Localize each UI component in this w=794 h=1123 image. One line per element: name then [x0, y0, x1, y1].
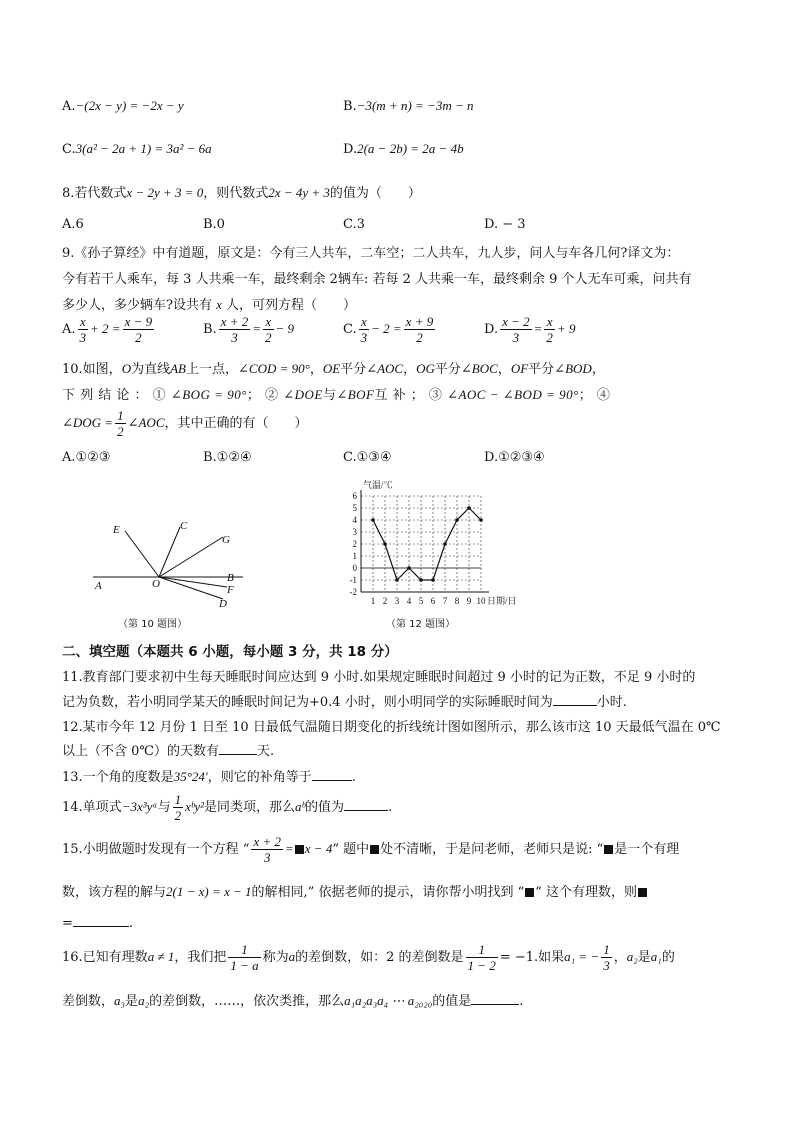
y-tick-label: 3	[352, 527, 357, 537]
section-2-title: 二、填空题（本题共 6 小题，每小题 3 分，共 18 分）	[62, 644, 398, 660]
y-axis-label: 气温/℃	[363, 480, 393, 490]
q10-option-d: D.①②③④	[484, 450, 545, 465]
unclear-square-icon	[370, 845, 379, 854]
q15-line-2: 数，该方程的解与2(1 − x) = x − 1的解相同,” 依据老师的提示，请你帮小明找到 “ ” 这个有理数，则	[62, 881, 648, 900]
ray-og	[159, 537, 223, 577]
q14-stem: 14.单项式−3x³yᵃ与 $\frac{1}{2}$ xᵇy²是同类项，那么aᵇ的值为 .	[62, 792, 393, 823]
x-tick-label: 9	[466, 596, 472, 606]
q9-option-a: A. $\frac{x}{3}$ + 2 = $\frac{x - 9}{2}$	[62, 314, 153, 345]
q15-answer-blank[interactable]	[73, 914, 129, 927]
y-tick-label: 2	[352, 539, 357, 549]
x-tick-label: 2	[382, 596, 388, 606]
q15-line-1: 15.小明做题时发现有一个方程 “ $\frac{x + 2}{3}$ = x − 4” 题中 处不清晰，于是问老师，老师只是说: “ 是一个有理	[62, 834, 680, 865]
unclear-square-icon	[638, 888, 647, 897]
q16-line-2: 差倒数，a₃是a₂的差倒数，……，依次类推，那么a₁a₂a₃a₄ ⋯ a₂₀₂₀的值是 .	[62, 993, 524, 1009]
y-tick-label: -2	[349, 587, 357, 597]
data-point	[383, 542, 387, 546]
q11-answer-blank[interactable]	[553, 693, 597, 706]
q11-line-1: 11.教育部门要求初中生每天睡眠时间应达到 9 小时.如果规定睡眠时间超过 9 小时的记为正数，不足 9 小时的	[62, 670, 696, 685]
q9-option-c: C. $\frac{x}{3}$ − 2 = $\frac{x + 9}{2}$	[343, 314, 434, 345]
unclear-square-icon	[525, 888, 534, 897]
q12-line-1: 12.某市今年 12 月份 1 日至 10 日最低气温随日期变化的折线统计图如图所示，那么该市这 10 天最低气温在 0℃	[62, 720, 721, 735]
q14-answer-blank[interactable]	[344, 798, 388, 811]
y-tick-label: 0	[352, 563, 357, 573]
label-f: F	[227, 584, 234, 596]
q9-line-1: 9.《孙子算经》中有道题，原文是：今有三人共车，二车空；二人共车，九人步，问人与车各几何?译文为：	[62, 246, 680, 261]
data-point	[371, 518, 375, 522]
q16-line-1: 16.已知有理数a ≠ 1，我们把 $\frac{1}{1 - a}$ 称为a的差倒数，如：2 的差倒数是 $\frac{1}{1 - 2}$ = −1.如果a₁ = − $\frac{1}{3}$ ，a₂是a₁的	[62, 942, 675, 973]
data-point	[419, 578, 423, 582]
data-point	[467, 506, 471, 510]
x-tick-label: 1	[370, 596, 376, 606]
x-tick-label: 10	[476, 596, 486, 606]
label-o: O	[152, 578, 160, 590]
data-point	[395, 578, 399, 582]
q8-stem: 8.若代数式x − 2y + 3 = 0，则代数式2x − 4y + 3的值为（ ）	[62, 185, 421, 201]
label-a: A	[95, 580, 102, 592]
q13-stem: 13.一个角的度数是35°24′，则它的补角等于 .	[62, 769, 356, 785]
x-tick-label: 7	[442, 596, 448, 606]
x-tick-label: 8	[454, 596, 460, 606]
figure-12-temperature-chart	[338, 478, 533, 616]
q9-line-3: 多少人，多少辆车?设共有 x 人，可列方程（ ）	[62, 297, 357, 313]
ray-oe	[125, 531, 159, 577]
q10-option-c: C.①③④	[343, 450, 392, 465]
q7-option-a: A.−(2x − y) = −2x − y	[62, 98, 184, 114]
ray-of	[159, 577, 227, 587]
q8-option-c: C.3	[343, 217, 365, 232]
q8-option-d: D. − 3	[484, 217, 526, 232]
y-tick-label: -1	[349, 575, 357, 585]
data-point	[431, 578, 435, 582]
ray-od	[159, 577, 223, 599]
q8-option-a: A.6	[62, 217, 84, 232]
x-tick-label: 4	[406, 596, 412, 606]
q12-line-2: 以上（不含 0℃）的天数有 天.	[62, 744, 275, 759]
q10-line-1: 10.如图，O为直线AB上一点，∠COD = 90°，OE平分∠AOC，OG平分∠BOC，OF平分∠BOD，	[62, 361, 605, 377]
label-d: D	[219, 598, 227, 610]
q9-option-d: D. $\frac{x - 2}{3}$ = $\frac{x}{2}$ + 9	[484, 314, 576, 345]
x-axis-label: 日期/日	[487, 596, 517, 606]
q9-option-b: B. $\frac{x + 2}{3}$ = $\frac{x}{2}$ − 9	[203, 314, 295, 345]
label-e: E	[113, 524, 120, 536]
x-tick-label: 5	[418, 596, 424, 606]
q7-option-b: B.−3(m + n) = −3m − n	[343, 98, 474, 114]
x-tick-label: 6	[430, 596, 436, 606]
y-tick-label: 4	[352, 515, 357, 525]
q10-option-a: A.①②③	[62, 450, 111, 465]
label-b: B	[227, 572, 234, 584]
q8-option-b: B.0	[203, 217, 225, 232]
q11-line-2: 记为负数，若小明同学某天的睡眠时间记为+0.4 小时，则小明同学的实际睡眠时间为 小时.	[62, 695, 627, 710]
unclear-square-icon	[295, 845, 304, 854]
q15-line-3: = .	[62, 916, 134, 931]
data-point	[479, 518, 483, 522]
label-g: G	[222, 534, 230, 546]
q12-answer-blank[interactable]	[219, 742, 257, 755]
data-point	[455, 518, 459, 522]
figure-12-caption: （第 12 题图）	[386, 619, 456, 630]
unclear-square-icon	[604, 845, 613, 854]
q10-line-2: 下 列 结 论 ： ① ∠BOG = 90°； ② ∠DOE与∠BOF互 补 ； ③ ∠AOC − ∠BOD = 90°； ④	[62, 387, 611, 403]
x-tick-label: 3	[394, 596, 400, 606]
q10-line-3: ∠DOG = $\frac{1}{2}$ ∠AOC，其中正确的有（ ）	[62, 408, 308, 439]
ray-oc	[159, 527, 180, 577]
q7-option-c: C.3(a² − 2a + 1) = 3a² − 6a	[62, 141, 212, 157]
q13-answer-blank[interactable]	[312, 768, 352, 781]
q10-option-b: B.①②④	[203, 450, 252, 465]
q7-option-d: D.2(a − 2b) = 2a − 4b	[343, 141, 464, 157]
data-point	[443, 542, 447, 546]
y-tick-label: 1	[352, 551, 357, 561]
figure-10-angles	[85, 515, 255, 615]
figure-10-caption: （第 10 题图）	[118, 619, 188, 630]
q9-line-2: 今有若干人乘车，每 3 人共乘一车，最终剩余 2辆车: 若每 2 人共乘一车，最终剩余 9 个人无车可乘，问共有	[62, 272, 692, 287]
label-c: C	[180, 520, 188, 532]
q16-answer-blank[interactable]	[471, 992, 519, 1005]
y-tick-label: 5	[352, 503, 357, 513]
y-tick-label: 6	[352, 491, 357, 501]
data-point	[407, 566, 411, 570]
